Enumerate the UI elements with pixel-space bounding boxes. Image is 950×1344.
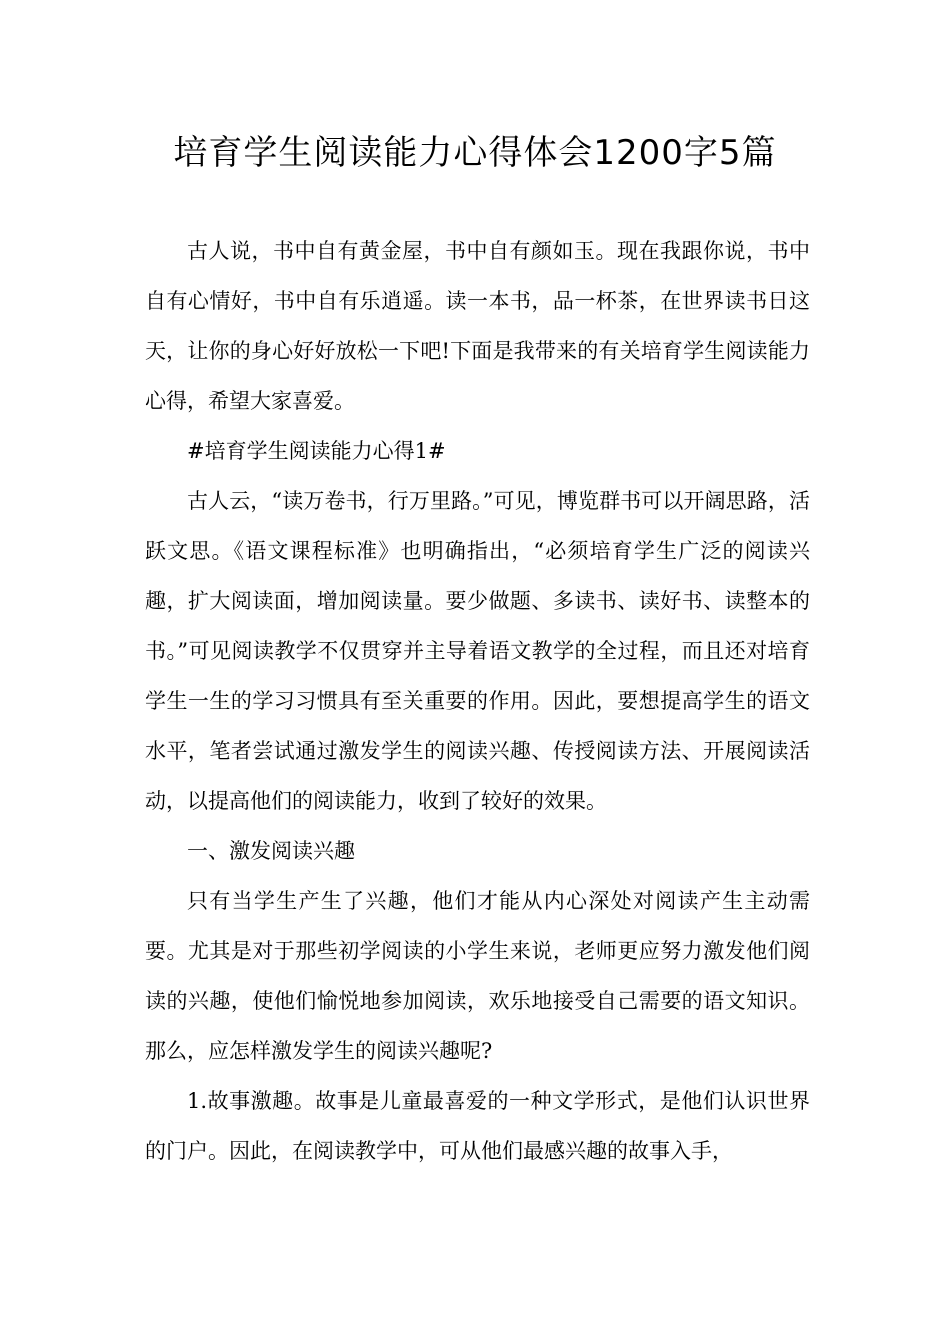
document-title: 培育学生阅读能力心得体会1200字5篇	[173, 133, 777, 173]
section-heading-1: #培育学生阅读能力心得1#	[187, 439, 446, 463]
body-paragraph: 只有当学生产生了兴趣，他们才能从内心深处对阅读产生主动需要。尤其是对于那些初学阅读的小学生来说，老师更应努力激发他们阅读的兴趣，使他们愉悦地参加阅读，欢乐地接受自己需要的语文知识。那么，应怎样激发学生的阅读兴趣呢?	[145, 889, 810, 1063]
document-body	[145, 226, 810, 1176]
subsection-heading: 一、激发阅读兴趣	[187, 839, 355, 863]
body-paragraph: 古人云，“读万卷书，行万里路。”可见，博览群书可以开阔思路，活跃文思。《语文课程标准》也明确指出，“必须培育学生广泛的阅读兴趣，扩大阅读面，增加阅读量。要少做题、多读书、读好书、读整本的书。”可见阅读教学不仅贯穿并主导着语文教学的全过程，而且还对培育学生一生的学习习惯具有至关重要的作用。因此，要想提高学生的语文水平，笔者尝试通过激发学生的阅读兴趣、传授阅读方法、开展阅读活动，以提高他们的阅读能力，收到了较好的效果。	[145, 489, 810, 813]
body-paragraph: 1.故事激趣。故事是儿童最喜爱的一种文学形式，是他们认识世界的门户。因此，在阅读教学中，可从他们最感兴趣的故事入手，	[145, 1089, 810, 1163]
intro-paragraph: 古人说，书中自有黄金屋，书中自有颜如玉。现在我跟你说，书中自有心情好，书中自有乐逍遥。读一本书，品一杯茶，在世界读书日这天，让你的身心好好放松一下吧!下面是我带来的有关培育学生阅读能力心得，希望大家喜爱。	[145, 239, 810, 413]
